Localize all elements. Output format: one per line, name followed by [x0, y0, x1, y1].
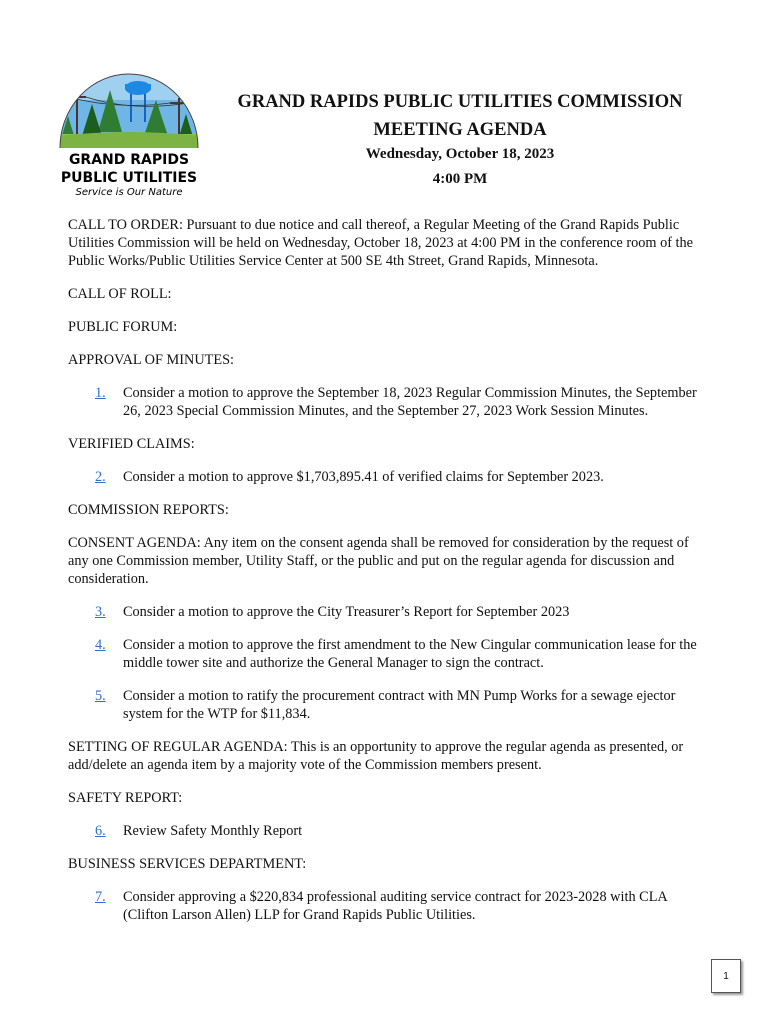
- agenda-item: [68, 384, 708, 420]
- agenda-item-text: Consider a motion to ratify the procurement contract with MN Pump Works for a sewage ejector system for the WTP for $11,834.: [123, 688, 676, 722]
- agenda-item-text: Consider a motion to approve the first amendment to the New Cingular communication lease for the middle tower site and authorize the General Manager to sign the contract.: [123, 637, 697, 671]
- call-to-order: CALL TO ORDER: Pursuant to due notice and call thereof, a Regular Meeting of the Grand Rapids Public Utilities Commission will be held on Wednesday, October 18, 2023 at 4:00 PM in the conference room of the Public Works/Public Utilities Service Center at 500 SE 4th Street, Grand Rapids, Minnesota.: [68, 217, 694, 269]
- title-line1: GRAND RAPIDS PUBLIC UTILITIES COMMISSION: [237, 92, 683, 112]
- agenda-item-text: Consider approving a $220,834 professional auditing service contract for 2023-2028 with CLA (Clifton Larson Allen) LLP for Grand Rapids Public Utilities.: [123, 889, 667, 923]
- agenda-item-text: Consider a motion to approve the September 18, 2023 Regular Commission Minutes, the September 26, 2023 Special Commission Minutes, and the September 27, 2023 Work Session Minutes.: [123, 385, 697, 419]
- agenda-item-link[interactable]: 2.: [95, 469, 106, 485]
- consent-agenda: CONSENT AGENDA: Any item on the consent agenda shall be removed for consideration by the request of any one Commission member, Utility Staff, or the public and put on the regular agenda for discussion and consideration.: [68, 535, 689, 587]
- agenda-item: [68, 888, 708, 924]
- meeting-date: Wednesday, October 18, 2023: [365, 146, 555, 162]
- agenda-item: [68, 822, 708, 840]
- agenda-item-link[interactable]: 3.: [95, 604, 106, 620]
- logo-landscape-icon: [58, 70, 200, 150]
- setting-regular-agenda: SETTING OF REGULAR AGENDA: This is an opportunity to approve the regular agenda as presented, or add/delete an agenda item by a majority vote of the Commission members present.: [68, 739, 684, 773]
- agenda-item: [68, 468, 708, 486]
- commission-reports: COMMISSION REPORTS:: [68, 502, 229, 518]
- agenda-item-text: Review Safety Monthly Report: [123, 823, 303, 839]
- agenda-item-link[interactable]: 7.: [95, 889, 106, 905]
- agenda-item-link[interactable]: 4.: [95, 637, 106, 653]
- agenda-body: [68, 216, 708, 939]
- agenda-item-text: Consider a motion to approve $1,703,895.41 of verified claims for September 2023.: [123, 469, 604, 485]
- page-title: [200, 88, 720, 144]
- business-services-department: BUSINESS SERVICES DEPARTMENT:: [68, 856, 307, 872]
- agenda-item-text: Consider a motion to approve the City Treasurer’s Report for September 2023: [123, 604, 570, 620]
- utility-logo: [54, 70, 204, 202]
- meeting-time: 4:00 PM: [432, 171, 488, 187]
- approval-of-minutes: APPROVAL OF MINUTES:: [68, 352, 235, 368]
- meeting-datetime: [200, 142, 720, 192]
- agenda-item: [68, 687, 708, 723]
- page-number-badge: 1: [711, 959, 741, 993]
- agenda-item-link[interactable]: 1.: [95, 385, 106, 401]
- safety-report: SAFETY REPORT:: [68, 790, 183, 806]
- agenda-item-link[interactable]: 5.: [95, 688, 106, 704]
- logo-name-line1: GRAND RAPIDS: [68, 152, 190, 168]
- logo-name-line2: PUBLIC UTILITIES: [60, 170, 198, 186]
- public-forum: PUBLIC FORUM:: [68, 319, 178, 335]
- title-line2: MEETING AGENDA: [373, 120, 547, 140]
- agenda-item: [68, 603, 708, 621]
- agenda-item: [68, 636, 708, 672]
- logo-tagline: Service is Our Nature: [75, 187, 183, 198]
- agenda-item-link[interactable]: 6.: [95, 823, 106, 839]
- call-of-roll: CALL OF ROLL:: [68, 286, 172, 302]
- verified-claims: VERIFIED CLAIMS:: [68, 436, 195, 452]
